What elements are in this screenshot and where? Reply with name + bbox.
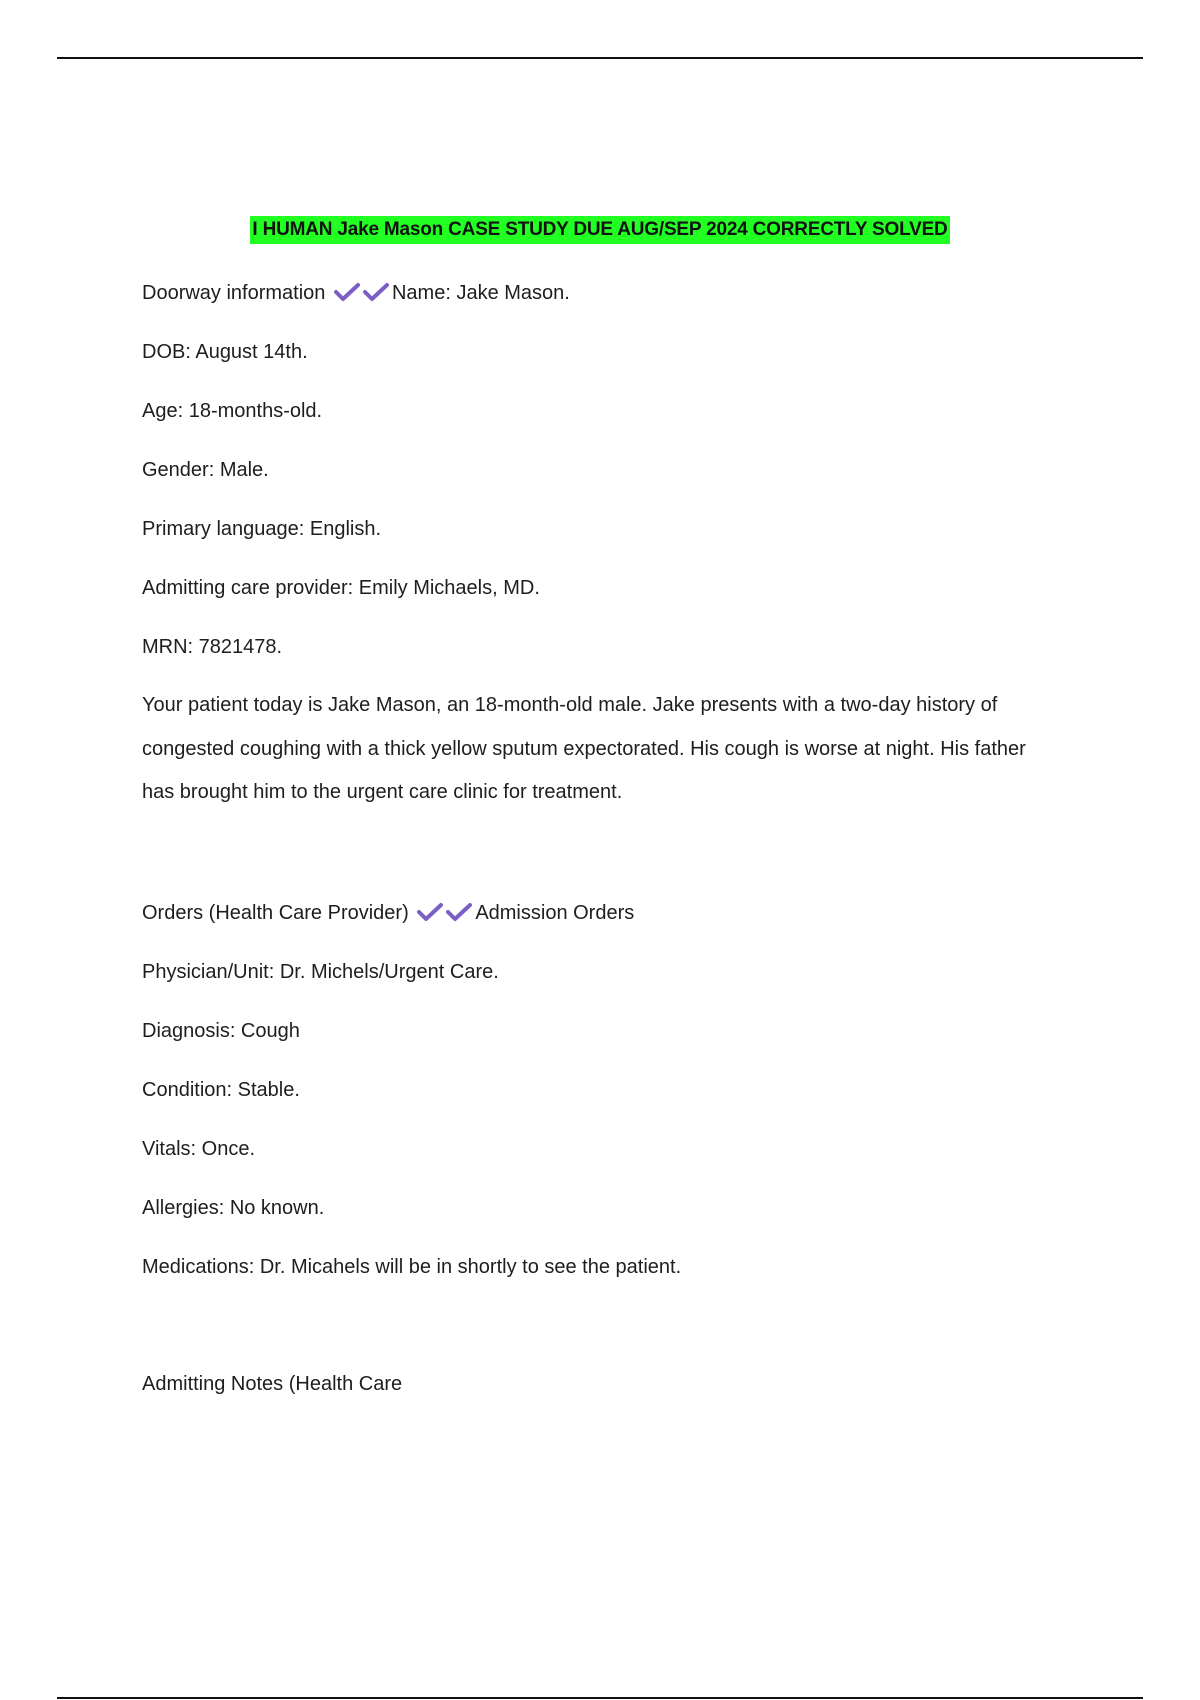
order-physician: Physician/Unit: Dr. Michels/Urgent Care. bbox=[142, 961, 499, 983]
info-gender: Gender: Male. bbox=[142, 459, 269, 481]
document-title: I HUMAN Jake Mason CASE STUDY DUE AUG/SEP 2024 CORRECTLY SOLVED bbox=[250, 216, 949, 244]
patient-summary: Your patient today is Jake Mason, an 18-month-old male. Jake presents with a two-day history of congested coughing with a thick yellow sputum expectorated. His cough is worse at night. His father has brought him to the urgent care clinic for treatment. bbox=[142, 694, 1026, 803]
order-condition: Condition: Stable. bbox=[142, 1079, 300, 1101]
bottom-rule bbox=[57, 1697, 1143, 1699]
info-provider: Admitting care provider: Emily Michaels, MD. bbox=[142, 577, 540, 599]
title-container bbox=[0, 216, 1200, 244]
order-diagnosis: Diagnosis: Cough bbox=[142, 1020, 300, 1042]
orders-heading: Admission Orders bbox=[475, 902, 635, 924]
order-medications: Medications: Dr. Micahels will be in shortly to see the patient. bbox=[142, 1256, 682, 1278]
patient-name: Name: Jake Mason. bbox=[391, 282, 570, 304]
info-dob: DOB: August 14th. bbox=[142, 341, 308, 363]
orders-line bbox=[142, 900, 634, 926]
doorway-line bbox=[142, 280, 570, 306]
order-allergies: Allergies: No known. bbox=[142, 1197, 325, 1219]
info-mrn: MRN: 7821478. bbox=[142, 636, 283, 658]
order-vitals: Vitals: Once. bbox=[142, 1138, 256, 1160]
top-rule bbox=[57, 57, 1143, 59]
orders-label: Orders (Health Care Provider) bbox=[142, 902, 409, 924]
checkmark-icon bbox=[446, 902, 472, 922]
info-language: Primary language: English. bbox=[142, 518, 382, 540]
checkmark-icon bbox=[417, 902, 443, 922]
checkmark-icon bbox=[334, 282, 360, 302]
doorway-label: Doorway information bbox=[142, 282, 326, 304]
info-age: Age: 18-months-old. bbox=[142, 400, 323, 422]
admitting-notes-heading: Admitting Notes (Health Care bbox=[142, 1373, 403, 1395]
checkmark-icon bbox=[363, 282, 389, 302]
